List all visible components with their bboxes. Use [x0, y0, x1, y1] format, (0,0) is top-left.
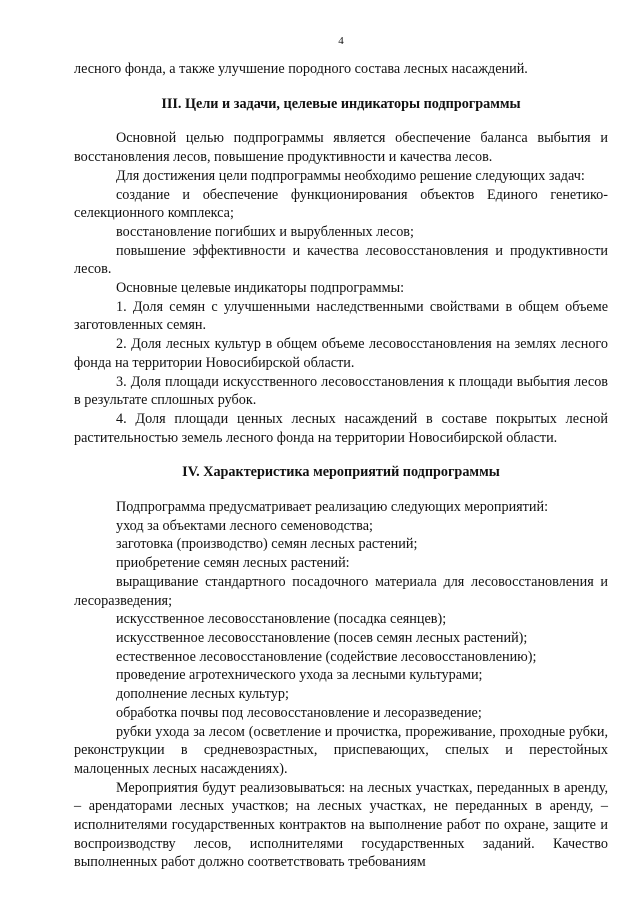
- section-3-body: [74, 129, 608, 447]
- list-item: уход за объектами лесного семеноводства;: [116, 517, 373, 534]
- continuation-paragraph: лесного фонда, а также улучшение породного состава лесных насаждений.: [74, 61, 528, 77]
- indicator-item: 1. Доля семян с улучшенными наследственными свойствами в общем объеме заготовленных семян.: [74, 298, 608, 334]
- indicator-item: 3. Доля площади искусственного лесовосстановления к площади выбытия лесов в результате сплошных рубок.: [74, 373, 608, 409]
- paragraph: Основной целью подпрограммы является обеспечение баланса выбытия и восстановления лесов, повышение продуктивности и качества лесов.: [74, 130, 608, 166]
- paragraph: Мероприятия будут реализовываться: на лесных участках, переданных в аренду, – арендаторами лесных участков; на лесных участках, не переданных в аренду, – исполнителями государственных контрактов на выполнение работ по охране, защите и воспроизводству лесов, исполнителями государственных заданий. Качество выполненных работ должно соответствовать требованиям: [74, 779, 608, 871]
- section-4-body: [74, 498, 608, 872]
- document-page: [74, 34, 608, 872]
- list-item: проведение агротехнического ухода за лесными культурами;: [116, 667, 483, 684]
- list-item: восстановление погибших и вырубленных лесов;: [116, 223, 414, 240]
- paragraph: Для достижения цели подпрограммы необходимо решение следующих задач:: [116, 167, 585, 184]
- list-item: выращивание стандартного посадочного материала для лесовосстановления и лесоразведения;: [74, 573, 608, 609]
- section-4-heading: IV. Характеристика мероприятий подпрограммы: [182, 464, 500, 481]
- list-item: искусственное лесовосстановление (посадка сеянцев);: [116, 611, 447, 628]
- list-item: рубки ухода за лесом (осветление и прочистка, прореживание, проходные рубки, реконструкции в средневозрастных, приспевающих, спелых и перестойных малоценных лесных насаждениях).: [74, 723, 608, 777]
- list-item: искусственное лесовосстановление (посев семян лесных растений);: [116, 629, 528, 646]
- page-number: 4: [338, 35, 344, 47]
- list-item: создание и обеспечение функционирования объектов Единого генетико-селекционного комплекса;: [74, 186, 608, 222]
- section-3-heading: III. Цели и задачи, целевые индикаторы подпрограммы: [161, 95, 521, 112]
- list-item: повышение эффективности и качества лесовосстановления и продуктивности лесов.: [74, 242, 608, 278]
- paragraph: Подпрограмма предусматривает реализацию следующих мероприятий:: [116, 499, 549, 516]
- list-item: дополнение лесных культур;: [116, 686, 289, 703]
- list-item: обработка почвы под лесовосстановление и лесоразведение;: [116, 704, 482, 721]
- list-item: заготовка (производство) семян лесных растений;: [116, 536, 418, 553]
- list-item: приобретение семян лесных растений:: [116, 555, 350, 572]
- indicator-item: 4. Доля площади ценных лесных насаждений в составе покрытых лесной растительностью земель лесного фонда на территории Новосибирской области.: [74, 410, 608, 446]
- indicator-item: 2. Доля лесных культур в общем объеме лесовосстановления на землях лесного фонда на территории Новосибирской области.: [74, 336, 608, 371]
- list-item: естественное лесовосстановление (содействие лесовосстановлению);: [116, 648, 537, 665]
- paragraph: Основные целевые индикаторы подпрограммы:: [116, 280, 405, 297]
